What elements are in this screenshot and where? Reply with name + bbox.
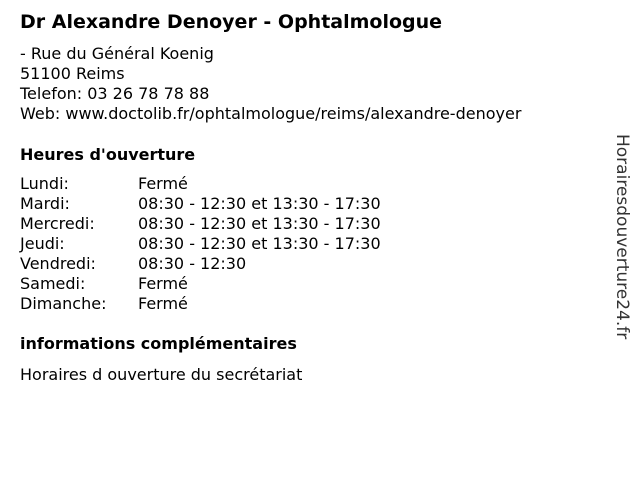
street-address: - Rue du Général Koenig	[20, 44, 214, 63]
day-label: Jeudi:	[20, 234, 65, 253]
page-title: Dr Alexandre Denoyer - Ophtalmologue	[20, 11, 443, 33]
day-label: Lundi:	[20, 174, 69, 193]
day-label: Mercredi:	[20, 214, 95, 233]
hours-row-tuesday	[20, 194, 381, 214]
hours-row-monday	[20, 174, 381, 194]
day-label: Mardi:	[20, 194, 70, 213]
hours-row-saturday	[20, 274, 381, 294]
hours-row-thursday	[20, 234, 381, 254]
hours-value: Fermé	[138, 274, 188, 293]
hours-row-wednesday	[20, 214, 381, 234]
hours-value: 08:30 - 12:30 et 13:30 - 17:30	[138, 214, 381, 233]
opening-hours-list	[20, 174, 381, 314]
day-label: Samedi:	[20, 274, 86, 293]
hours-value: 08:30 - 12:30 et 13:30 - 17:30	[138, 194, 381, 213]
site-watermark: Horairesdouverture24.fr	[612, 134, 632, 340]
city-postal: 51100 Reims	[20, 64, 125, 83]
hours-row-sunday	[20, 294, 381, 314]
hours-row-friday	[20, 254, 381, 274]
info-text: Horaires d ouverture du secrétariat	[20, 365, 303, 384]
hours-value: Fermé	[138, 294, 188, 313]
hours-value: 08:30 - 12:30 et 13:30 - 17:30	[138, 234, 381, 253]
day-label: Vendredi:	[20, 254, 96, 273]
hours-value: Fermé	[138, 174, 188, 193]
phone-number: Telefon: 03 26 78 78 88	[20, 84, 210, 103]
info-heading: informations complémentaires	[20, 334, 297, 353]
address-block	[20, 44, 521, 124]
day-label: Dimanche:	[20, 294, 107, 313]
hours-value: 08:30 - 12:30	[138, 254, 247, 273]
website-link[interactable]: Web: www.doctolib.fr/ophtalmologue/reims/alexandre-denoyer	[20, 104, 522, 123]
hours-heading: Heures d'ouverture	[20, 145, 196, 164]
